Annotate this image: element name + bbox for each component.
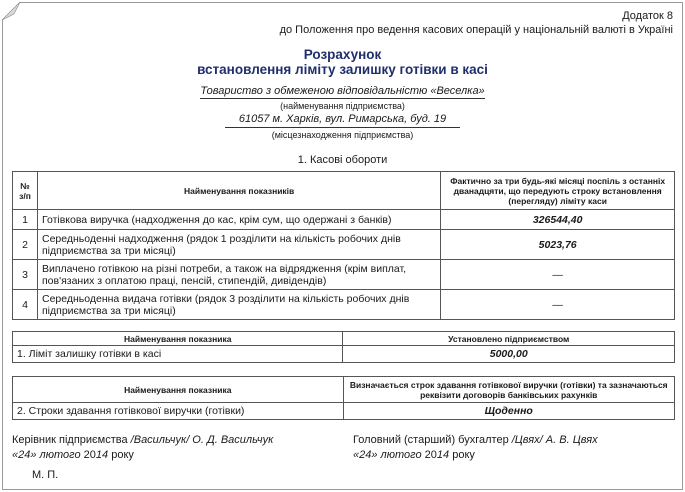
doc-title: Розрахунок: [303, 47, 382, 62]
accountant-name: /Цвях/ А. В. Цвях: [511, 434, 598, 446]
cash-turnover-table: [12, 171, 675, 320]
col-header-num: № з/п: [13, 172, 38, 210]
accountant-role: Головний (старший) бухгалтер: [353, 434, 509, 446]
director-year-suffix: 14: [95, 449, 109, 461]
row-name: Виплачено готівкою на різні потреби, а також на відрядження (крім виплат, пов'язаних з оплатою праці, пенсій, стипендій, дивідендів): [37, 260, 440, 290]
director-date-month: лютого: [39, 449, 81, 461]
row-name: Середньоденні надходження (рядок 1 розділити на кількість робочих днів підприємства за три місяці): [37, 230, 440, 260]
row-value: 5023,76: [441, 230, 675, 260]
accountant-date-day: «24»: [353, 449, 378, 461]
director-year-word: року: [111, 449, 134, 461]
enterprise-name-caption: (найменування підприємства): [280, 101, 405, 111]
page-curl-icon: [0, 0, 22, 22]
table-row: [13, 260, 675, 290]
limit-header-name: Найменування показника: [13, 332, 343, 346]
director-signature: [12, 433, 273, 463]
director-role: Керівник підприємства: [12, 434, 128, 446]
limit-value: 5000,00: [343, 346, 675, 363]
deadline-header-value: Визначається строк здавання готівкової виручки (готівки) та зазначаються реквізити договорів банківських рахунків: [343, 377, 675, 403]
table-header-row: [13, 172, 675, 210]
section-title: 1. Касові обороти: [297, 154, 388, 166]
director-year-prefix: 20: [83, 449, 96, 461]
col-header-name: Найменування показників: [37, 172, 440, 210]
director-name: /Васильчук/ О. Д. Васильчук: [130, 434, 274, 446]
row-value: —: [441, 290, 675, 320]
table-row: [13, 290, 675, 320]
accountant-signature: [353, 433, 598, 463]
table-row: [13, 403, 675, 420]
table-row: [13, 210, 675, 230]
enterprise-name: Товариство з обмеженою відповідальністю «Веселка»: [200, 85, 485, 97]
enterprise-address-rule: [225, 127, 460, 128]
row-value: 326544,40: [441, 210, 675, 230]
table-row: [13, 230, 675, 260]
appendix-reference: до Положення про ведення касових операцій у національній валюті в Україні: [279, 24, 673, 36]
table-row: [13, 346, 675, 363]
row-value: —: [441, 260, 675, 290]
row-name: Середньоденна видача готівки (рядок 3 розділити на кількість робочих днів підприємства за три місяці): [37, 290, 440, 320]
row-name: Готівкова виручка (надходження до кас, крім сум, що одержані з банків): [37, 210, 440, 230]
deadline-table: [12, 376, 675, 420]
deadline-name: 2. Строки здавання готівкової виручки (готівки): [13, 403, 344, 420]
limit-table: [12, 331, 675, 363]
enterprise-address: 61057 м. Харків, вул. Римарська, буд. 19: [238, 113, 447, 125]
col-header-value: Фактично за три будь-які місяці поспіль з останніх дванадцяти, що передують строку встановлення (перегляду) ліміту каси: [441, 172, 675, 210]
appendix-header: [280, 9, 673, 37]
row-num: 1: [13, 210, 38, 230]
deadline-value: Щоденно: [343, 403, 675, 420]
limit-name: 1. Ліміт залишку готівки в касі: [13, 346, 343, 363]
row-num: 3: [13, 260, 38, 290]
deadline-header-name: Найменування показника: [13, 377, 344, 403]
accountant-year-word: року: [452, 449, 475, 461]
row-num: 2: [13, 230, 38, 260]
director-date-day: «24»: [12, 449, 37, 461]
accountant-year-prefix: 20: [424, 449, 437, 461]
enterprise-name-rule: [200, 98, 485, 99]
row-num: 4: [13, 290, 38, 320]
enterprise-address-caption: (місцезнаходження підприємства): [271, 130, 414, 140]
doc-subtitle: встановлення ліміту залишку готівки в касі: [197, 62, 488, 77]
limit-header-value: Установлено підприємством: [343, 332, 675, 346]
accountant-date-month: лютого: [380, 449, 422, 461]
accountant-year-suffix: 14: [436, 449, 450, 461]
appendix-number: Додаток 8: [622, 10, 673, 22]
stamp-place: М. П.: [32, 469, 59, 481]
